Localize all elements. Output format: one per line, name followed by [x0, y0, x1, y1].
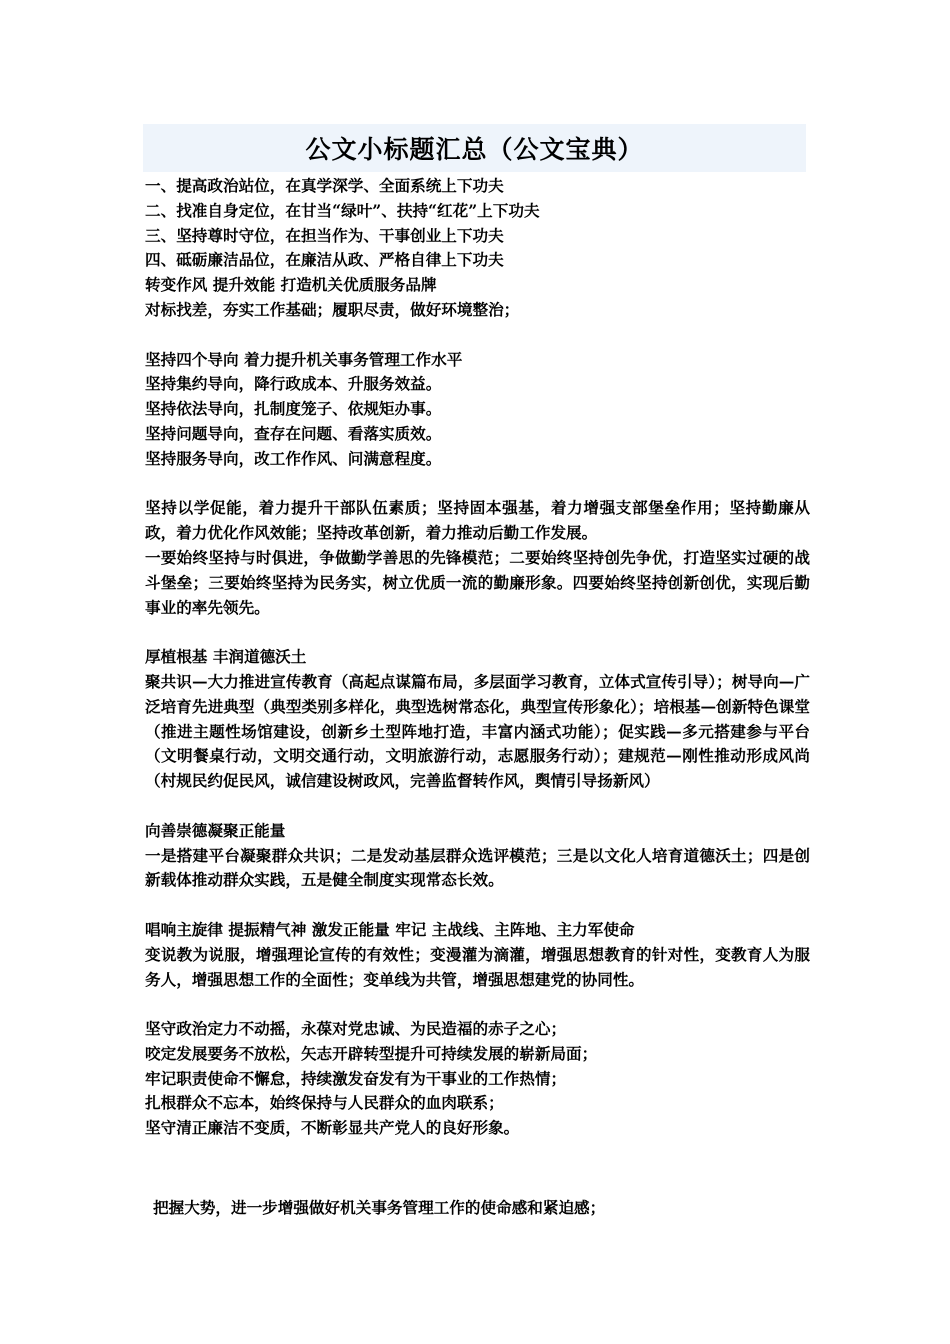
section-four-orientations — [145, 348, 810, 472]
paragraph: 变说教为说服，增强理论宣传的有效性；变漫灌为滴灌，增强思想教育的针对性，变教育人为服务人，增强思想工作的全面性；变单线为共管，增强思想建党的协同性。 — [145, 944, 810, 989]
spacer — [145, 794, 810, 819]
spacer — [145, 323, 810, 348]
text-line: 牢记职责使命不懈怠，持续激发奋发有为干事业的工作热情； — [145, 1068, 567, 1088]
section-learning — [145, 496, 810, 620]
section-heading: 厚植根基 丰润道德沃土 — [145, 647, 307, 667]
text-line: 三、坚持尊时守位，在担当作为、干事创业上下功夫 — [145, 225, 504, 245]
text-line: 四、砥砺廉洁品位，在廉洁从政、严格自律上下功夫 — [145, 250, 504, 270]
section-commitments — [145, 1017, 810, 1141]
paragraph: 聚共识—大力推进宣传教育（高起点谋篇布局，多层面学习教育，立体式宣传引导）；树导向—广泛培育先进典型（典型类别多样化，典型选树常态化，典型宣传形象化）；培根基—创新特色课堂（推进主题性场馆建设，创新乡土型阵地打造，丰富内涵式功能）；促实践—多元搭建参与平台（文明餐桌行动，文明交通行动，文明旅游行动，志愿服务行动）；建规范—刚性推动形成风尚（村规民约促民风，诚信建设树政风，完善监督转作风，舆情引导扬新风） — [145, 671, 810, 791]
page-title: 公文小标题汇总（公文宝典） — [305, 135, 644, 164]
spacer — [145, 893, 810, 918]
text-line: 对标找差，夯实工作基础；履职尽责，做好环境整治； — [145, 299, 520, 319]
section-heading: 向善崇德凝聚正能量 — [145, 820, 286, 840]
text-line: 坚持集约导向，降行政成本、升服务效益。 — [145, 374, 442, 394]
paragraph: 一要始终坚持与时俱进，争做勤学善思的先锋模范；二要始终坚持创先争优，打造坚实过硬的战斗堡垒；三要始终坚持为民务实，树立优质一流的勤廉形象。四要始终坚持创新创优，实现后勤事业的率先领先。 — [145, 547, 810, 617]
text-line: 咬定发展要务不放松，矢志开辟转型提升可持续发展的崭新局面； — [145, 1043, 598, 1063]
text-line: 坚守政治定力不动摇，永葆对党忠诚、为民造福的赤子之心； — [145, 1019, 567, 1039]
text-line: 坚持问题导向，查存在问题、看落实质效。 — [145, 423, 442, 443]
text-line: 二、找准自身定位，在甘当“绿叶”、扶持“红花”上下功夫 — [145, 200, 540, 220]
text-line: 坚持依法导向，扎制度笼子、依规矩办事。 — [145, 399, 442, 419]
paragraph: 一是搭建平台凝聚群众共识；二是发动基层群众选评模范；三是以文化人培育道德沃土；四是创新载体推动群众实践，五是健全制度实现常态长效。 — [145, 845, 810, 890]
section-heading: 坚持四个导向 着力提升机关事务管理工作水平 — [145, 349, 463, 369]
spacer — [145, 620, 810, 645]
title-banner — [143, 124, 806, 172]
section-heading: 唱响主旋律 提振精气神 激发正能量 牢记 主战线、主阵地、主力军使命 — [145, 919, 635, 939]
section-virtue — [145, 819, 810, 893]
spacer — [145, 472, 810, 497]
closing-line: 把握大势，进一步增强做好机关事务管理工作的使命感和紧迫感； — [153, 1198, 606, 1217]
section-positioning — [145, 174, 810, 323]
spacer — [145, 992, 810, 1017]
text-line: 转变作风 提升效能 打造机关优质服务品牌 — [145, 275, 437, 295]
text-line: 扎根群众不忘本，始终保持与人民群众的血肉联系； — [145, 1093, 504, 1113]
text-line: 坚守清正廉洁不变质，不断彰显共产党人的良好形象。 — [145, 1118, 520, 1138]
paragraph: 坚持以学促能，着力提升干部队伍素质；坚持固本强基，着力增强支部堡垒作用；坚持勤廉从政，着力优化作风效能；坚持改革创新，着力推动后勤工作发展。 — [145, 498, 810, 543]
document-body — [145, 174, 810, 1141]
section-main-melody — [145, 918, 810, 992]
text-line: 坚持服务导向，改工作作风、问满意程度。 — [145, 448, 442, 468]
text-line: 一、提高政治站位，在真学深学、全面系统上下功夫 — [145, 176, 504, 195]
section-roots — [145, 645, 810, 794]
